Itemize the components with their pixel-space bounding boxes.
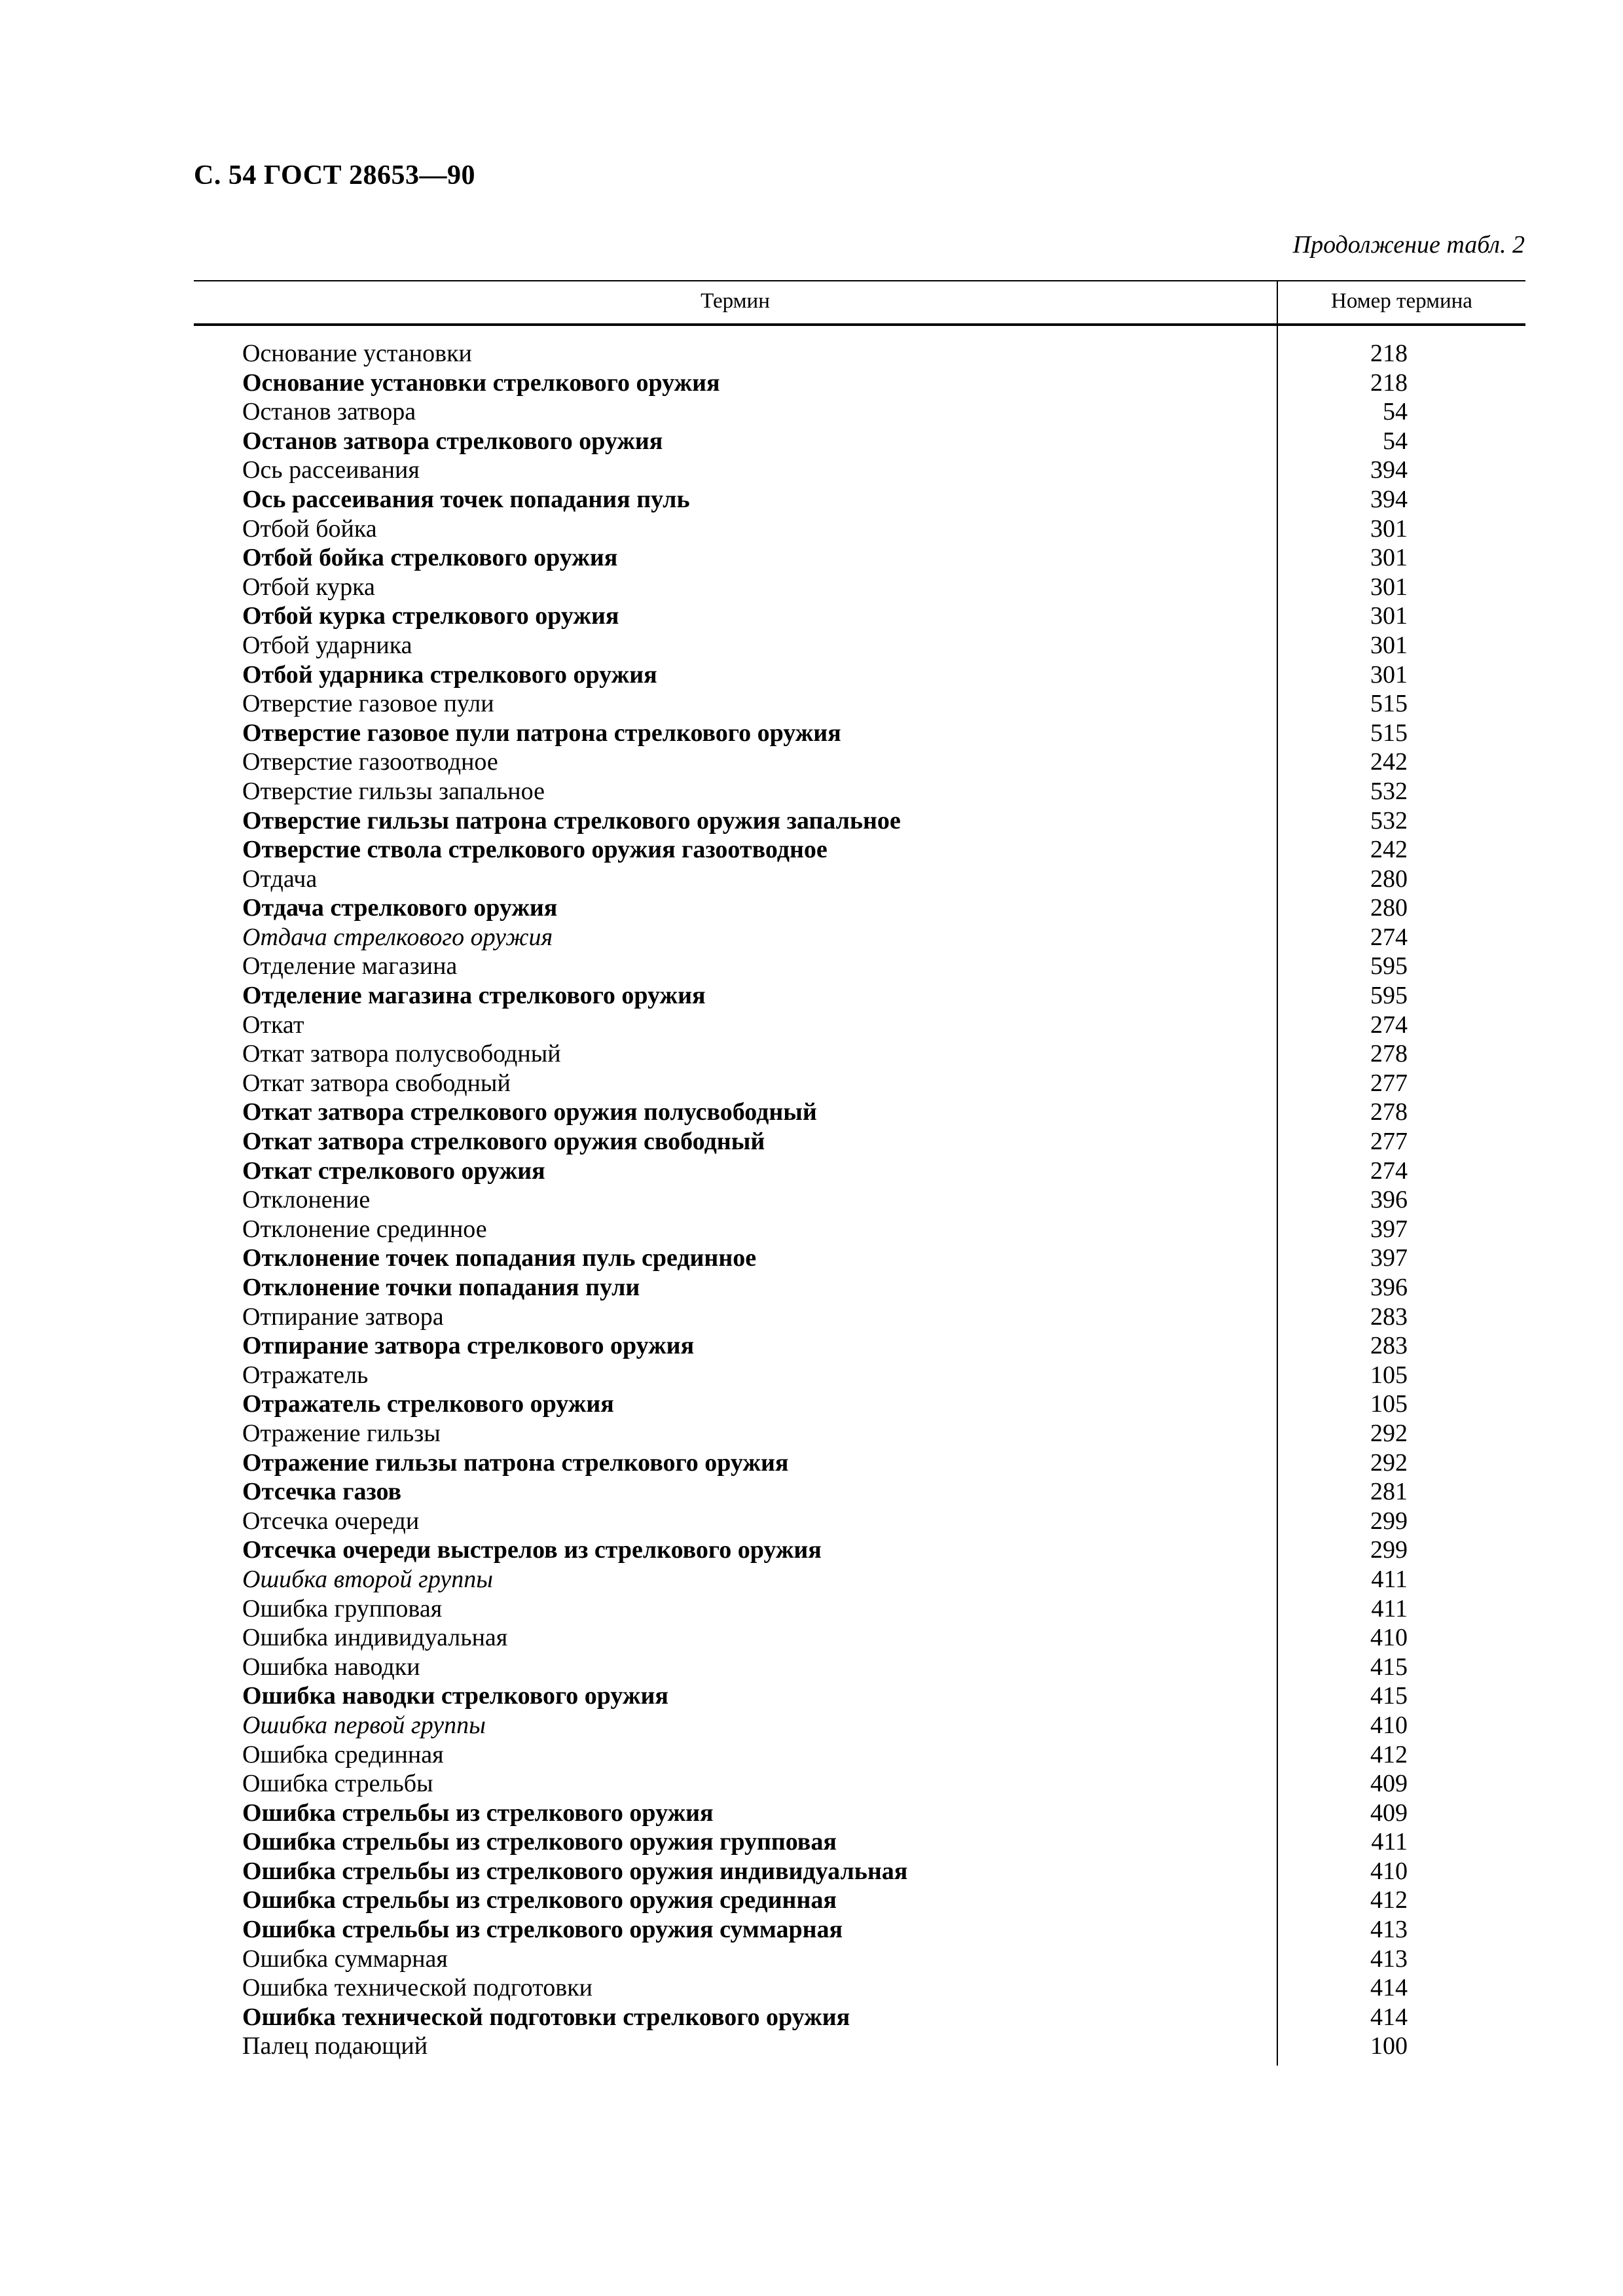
table-row	[194, 1448, 1525, 1478]
table-row	[194, 777, 1525, 806]
term-cell: Ошибка суммарная	[242, 1945, 448, 1973]
term-cell: Останов затвора стрелкового оружия	[242, 427, 663, 455]
table-row	[194, 806, 1525, 836]
table-continuation-label: Продолжение табл. 2	[1292, 231, 1525, 259]
term-cell: Откат затвора полусвободный	[242, 1040, 561, 1068]
term-number-cell: 281	[1370, 1478, 1408, 1506]
term-cell: Основание установки	[242, 340, 472, 367]
term-cell: Отражатель стрелкового оружия	[242, 1390, 614, 1418]
term-number-cell: 397	[1370, 1215, 1408, 1243]
term-cell: Отсечка очереди	[242, 1507, 420, 1535]
term-cell: Откат затвора стрелкового оружия полусвободный	[242, 1098, 817, 1126]
term-number-cell: 301	[1370, 514, 1408, 543]
term-cell: Основание установки стрелкового оружия	[242, 368, 720, 397]
term-cell: Отклонение точки попадания пули	[242, 1274, 640, 1301]
table-top-rule	[194, 280, 1525, 281]
table-row	[194, 1419, 1525, 1448]
term-cell: Отражение гильзы	[242, 1419, 441, 1447]
column-header-term: Термин	[701, 289, 770, 313]
terms-table	[194, 280, 1525, 2066]
table-row	[194, 2032, 1525, 2061]
table-row	[194, 1799, 1525, 1828]
term-cell: Отклонение	[242, 1186, 371, 1214]
term-number-cell: 242	[1370, 836, 1408, 864]
table-row	[194, 485, 1525, 514]
term-cell: Отдача стрелкового оружия	[242, 894, 558, 922]
term-number-cell: 283	[1370, 1332, 1408, 1360]
term-cell: Отражатель	[242, 1361, 369, 1389]
term-number-cell: 280	[1370, 865, 1408, 893]
table-row	[194, 1769, 1525, 1799]
term-number-cell: 54	[1383, 427, 1408, 455]
table-row	[194, 1069, 1525, 1098]
term-number-cell: 595	[1370, 952, 1408, 980]
term-number-cell: 274	[1370, 1011, 1408, 1039]
term-number-cell: 515	[1370, 719, 1408, 747]
table-row	[194, 1535, 1525, 1565]
term-cell: Ошибка наводки стрелкового оружия	[242, 1682, 668, 1710]
term-number-cell: 277	[1370, 1069, 1408, 1097]
table-row	[194, 865, 1525, 894]
table-row	[194, 1098, 1525, 1127]
table-row	[194, 397, 1525, 427]
table-row	[194, 573, 1525, 602]
term-number-cell: 277	[1370, 1128, 1408, 1156]
term-number-cell: 410	[1370, 1711, 1408, 1739]
term-cell: Отбой курка стрелкового оружия	[242, 602, 619, 630]
table-row	[194, 1507, 1525, 1536]
term-cell: Ошибка срединная	[242, 1740, 444, 1768]
term-cell: Отпирание затвора стрелкового оружия	[242, 1332, 695, 1360]
table-row	[194, 923, 1525, 952]
table-row	[194, 2003, 1525, 2032]
term-cell: Ошибка групповая	[242, 1594, 443, 1623]
table-row	[194, 719, 1525, 748]
term-number-cell: 292	[1370, 1448, 1408, 1477]
term-cell: Отбой бойка	[242, 514, 377, 543]
term-number-cell: 397	[1370, 1244, 1408, 1272]
term-cell: Отверстие газовое пули	[242, 690, 494, 718]
term-number-cell: 532	[1370, 777, 1408, 805]
table-row	[194, 1390, 1525, 1419]
term-cell: Отсечка очереди выстрелов из стрелкового оружия	[242, 1536, 822, 1564]
table-row	[194, 1973, 1525, 2003]
term-number-cell: 301	[1370, 602, 1408, 630]
table-row	[194, 601, 1525, 631]
table-row	[194, 893, 1525, 923]
term-cell: Ошибка стрельбы из стрелкового оружия индивидуальная	[242, 1857, 908, 1885]
term-number-cell: 515	[1370, 690, 1408, 718]
term-number-cell: 242	[1370, 748, 1408, 776]
table-row	[194, 514, 1525, 544]
table-row	[194, 1886, 1525, 1915]
term-cell: Отдача стрелкового оружия	[242, 923, 553, 951]
term-number-cell: 105	[1370, 1390, 1408, 1418]
term-cell: Отпирание затвора	[242, 1302, 444, 1331]
table-row	[194, 1594, 1525, 1624]
table-row	[194, 1915, 1525, 1945]
term-cell: Отбой ударника стрелкового оружия	[242, 660, 657, 689]
term-number-cell: 299	[1370, 1507, 1408, 1535]
term-number-cell: 301	[1370, 631, 1408, 659]
term-number-cell: 414	[1370, 2003, 1408, 2031]
table-row	[194, 1011, 1525, 1040]
table-row	[194, 1273, 1525, 1302]
table-row	[194, 1565, 1525, 1594]
table-header-rule	[194, 323, 1525, 326]
term-number-cell: 301	[1370, 544, 1408, 572]
table-row	[194, 1653, 1525, 1682]
term-cell: Отклонение срединное	[242, 1215, 487, 1243]
term-number-cell: 54	[1383, 398, 1408, 426]
term-cell: Ошибка индивидуальная	[242, 1624, 508, 1652]
term-cell: Отверстие газовое пули патрона стрелкового оружия	[242, 719, 841, 747]
term-cell: Палец подающий	[242, 2032, 428, 2060]
table-row	[194, 1244, 1525, 1273]
term-cell: Ошибка первой группы	[242, 1711, 486, 1739]
term-number-cell: 299	[1370, 1536, 1408, 1564]
table-row	[194, 747, 1525, 777]
term-cell: Отдача	[242, 865, 318, 893]
column-header-number: Номер термина	[1331, 289, 1472, 313]
term-cell: Отклонение точек попадания пуль срединное	[242, 1244, 757, 1272]
page-header: С. 54 ГОСТ 28653—90	[194, 160, 476, 190]
table-row	[194, 631, 1525, 660]
term-cell: Отверстие газоотводное	[242, 748, 498, 776]
table-body	[194, 339, 1525, 2061]
term-number-cell: 415	[1370, 1653, 1408, 1681]
table-row	[194, 339, 1525, 368]
term-cell: Отверстие гильзы запальное	[242, 777, 545, 805]
term-cell: Ось рассеивания	[242, 456, 420, 484]
term-number-cell: 413	[1370, 1916, 1408, 1944]
term-cell: Отбой бойка стрелкового оружия	[242, 544, 618, 572]
term-cell: Отверстие гильзы патрона стрелкового оружия запальное	[242, 806, 901, 834]
term-cell: Отбой курка	[242, 573, 375, 601]
table-row	[194, 1681, 1525, 1711]
table-row	[194, 543, 1525, 573]
table-row	[194, 1185, 1525, 1215]
term-number-cell: 396	[1370, 1274, 1408, 1301]
table-row	[194, 1215, 1525, 1244]
term-number-cell: 274	[1370, 1157, 1408, 1185]
table-row	[194, 1331, 1525, 1361]
term-number-cell: 410	[1370, 1857, 1408, 1885]
term-cell: Откат стрелкового оружия	[242, 1157, 545, 1185]
table-row	[194, 1361, 1525, 1390]
table-row	[194, 1477, 1525, 1507]
term-cell: Ось рассеивания точек попадания пуль	[242, 485, 690, 513]
table-row	[194, 1740, 1525, 1770]
term-number-cell: 301	[1370, 573, 1408, 601]
table-row	[194, 952, 1525, 981]
table-row	[194, 1157, 1525, 1186]
term-number-cell: 410	[1370, 1624, 1408, 1652]
term-number-cell: 100	[1370, 2032, 1408, 2060]
term-number-cell: 413	[1370, 1945, 1408, 1973]
term-cell: Откат	[242, 1011, 304, 1039]
term-cell: Откат затвора стрелкового оружия свободный	[242, 1128, 765, 1156]
table-row	[194, 1127, 1525, 1157]
term-cell: Отделение магазина	[242, 952, 458, 980]
term-cell: Отделение магазина стрелкового оружия	[242, 982, 706, 1010]
term-number-cell: 292	[1370, 1419, 1408, 1447]
term-cell: Откат затвора свободный	[242, 1069, 511, 1097]
table-row	[194, 427, 1525, 456]
term-number-cell: 409	[1370, 1799, 1408, 1827]
term-number-cell: 105	[1370, 1361, 1408, 1389]
term-number-cell: 411	[1371, 1565, 1408, 1593]
table-row	[194, 368, 1525, 398]
term-number-cell: 283	[1370, 1302, 1408, 1331]
term-number-cell: 274	[1370, 923, 1408, 951]
term-cell: Ошибка стрельбы из стрелкового оружия срединная	[242, 1886, 837, 1914]
term-cell: Отражение гильзы патрона стрелкового оружия	[242, 1448, 789, 1477]
term-number-cell: 396	[1370, 1186, 1408, 1214]
term-cell: Ошибка второй группы	[242, 1565, 493, 1593]
term-number-cell: 595	[1370, 982, 1408, 1010]
table-row	[194, 689, 1525, 719]
table-row	[194, 1857, 1525, 1886]
term-cell: Ошибка стрельбы из стрелкового оружия групповая	[242, 1828, 837, 1856]
term-number-cell: 532	[1370, 806, 1408, 834]
term-number-cell: 415	[1370, 1682, 1408, 1710]
table-row	[194, 456, 1525, 485]
table-row	[194, 1945, 1525, 1974]
term-number-cell: 412	[1370, 1740, 1408, 1768]
table-row	[194, 1827, 1525, 1857]
term-cell: Ошибка стрельбы из стрелкового оружия суммарная	[242, 1916, 843, 1944]
term-number-cell: 414	[1370, 1974, 1408, 2002]
term-number-cell: 411	[1371, 1594, 1408, 1623]
term-cell: Ошибка стрельбы	[242, 1770, 433, 1798]
term-number-cell: 218	[1370, 368, 1408, 397]
term-cell: Ошибка технической подготовки	[242, 1974, 593, 2002]
table-row	[194, 1039, 1525, 1069]
table-row	[194, 660, 1525, 690]
term-cell: Отверстие ствола стрелкового оружия газоотводное	[242, 836, 828, 864]
term-cell: Ошибка наводки	[242, 1653, 420, 1681]
term-number-cell: 411	[1371, 1828, 1408, 1856]
term-number-cell: 218	[1370, 340, 1408, 367]
term-number-cell: 394	[1370, 485, 1408, 513]
term-number-cell: 412	[1370, 1886, 1408, 1914]
term-cell: Ошибка технической подготовки стрелкового оружия	[242, 2003, 850, 2031]
term-number-cell: 278	[1370, 1098, 1408, 1126]
term-cell: Останов затвора	[242, 398, 416, 426]
table-row	[194, 981, 1525, 1011]
term-number-cell: 301	[1370, 660, 1408, 689]
term-number-cell: 280	[1370, 894, 1408, 922]
table-row	[194, 1302, 1525, 1332]
term-number-cell: 409	[1370, 1770, 1408, 1798]
term-cell: Отсечка газов	[242, 1478, 402, 1506]
term-cell: Отбой ударника	[242, 631, 412, 659]
table-row	[194, 835, 1525, 865]
term-cell: Ошибка стрельбы из стрелкового оружия	[242, 1799, 714, 1827]
term-number-cell: 394	[1370, 456, 1408, 484]
table-row	[194, 1711, 1525, 1740]
term-number-cell: 278	[1370, 1040, 1408, 1068]
table-row	[194, 1623, 1525, 1653]
